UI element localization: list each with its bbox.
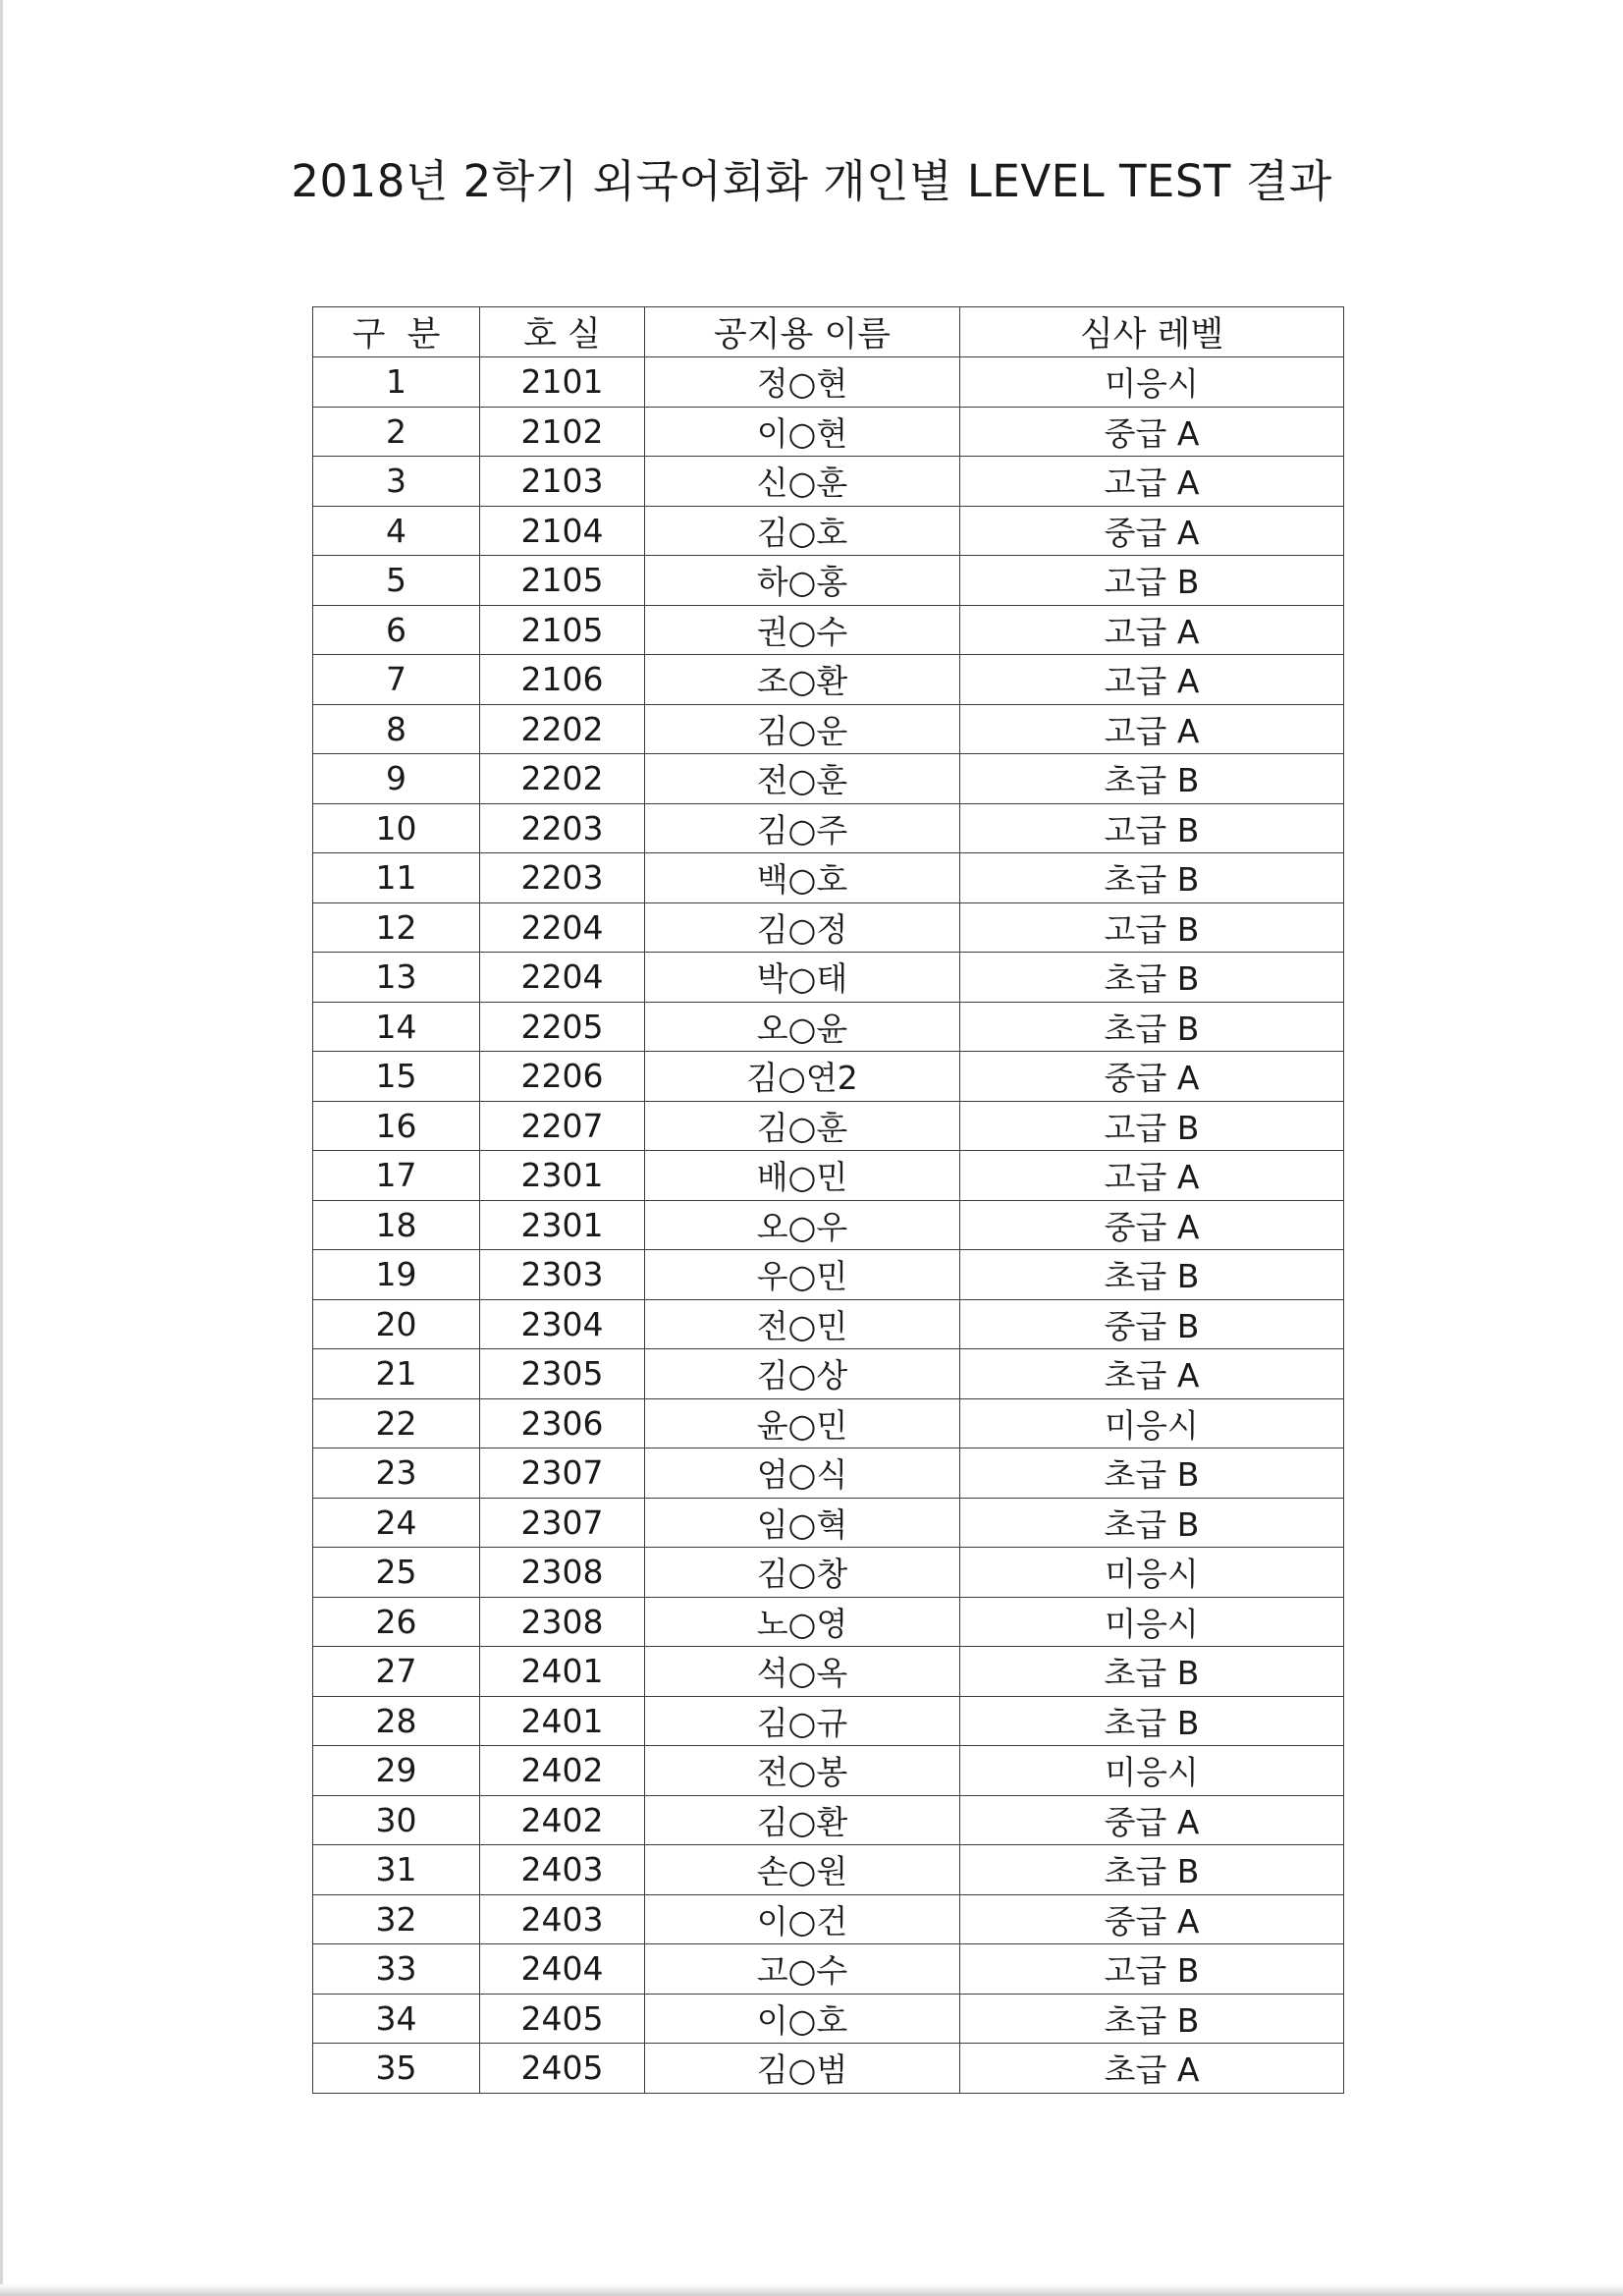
cell-no: 3 (313, 457, 480, 507)
cell-room: 2106 (480, 655, 645, 705)
cell-name: 김○창 (645, 1548, 960, 1598)
table-row (313, 754, 1344, 804)
cell-name: 전○훈 (645, 754, 960, 804)
cell-name: 김○정 (645, 902, 960, 953)
table-row (313, 1200, 1344, 1250)
table-row (313, 457, 1344, 507)
cell-name: 이○건 (645, 1894, 960, 1944)
cell-name: 김○연2 (645, 1052, 960, 1102)
cell-room: 2104 (480, 506, 645, 556)
cell-no: 17 (313, 1151, 480, 1201)
table-row (313, 1696, 1344, 1746)
cell-name: 권○수 (645, 605, 960, 655)
cell-room: 2207 (480, 1101, 645, 1151)
table-row (313, 1002, 1344, 1052)
cell-room: 2308 (480, 1597, 645, 1647)
cell-no: 16 (313, 1101, 480, 1151)
cell-no: 25 (313, 1548, 480, 1598)
cell-no: 18 (313, 1200, 480, 1250)
cell-room: 2308 (480, 1548, 645, 1598)
table-row (313, 853, 1344, 903)
cell-level: 중급 A (960, 407, 1344, 457)
cell-room: 2405 (480, 1994, 645, 2044)
cell-level: 중급 A (960, 1795, 1344, 1845)
cell-name: 석○옥 (645, 1647, 960, 1697)
cell-room: 2301 (480, 1200, 645, 1250)
cell-level: 고급 B (960, 1944, 1344, 1995)
cell-no: 28 (313, 1696, 480, 1746)
cell-level: 고급 B (960, 902, 1344, 953)
cell-level: 초급 B (960, 754, 1344, 804)
cell-room: 2202 (480, 704, 645, 754)
document-title: 2018년 2학기 외국어회화 개인별 LEVEL TEST 결과 (291, 155, 1332, 207)
cell-level: 고급 A (960, 457, 1344, 507)
cell-name: 오○우 (645, 1200, 960, 1250)
cell-no: 27 (313, 1647, 480, 1697)
table-row (313, 1052, 1344, 1102)
cell-room: 2401 (480, 1647, 645, 1697)
cell-no: 12 (313, 902, 480, 953)
table-row (313, 902, 1344, 953)
cell-level: 초급 B (960, 1002, 1344, 1052)
cell-no: 5 (313, 556, 480, 606)
cell-level: 중급 A (960, 1894, 1344, 1944)
cell-room: 2101 (480, 357, 645, 408)
cell-no: 8 (313, 704, 480, 754)
cell-room: 2307 (480, 1498, 645, 1548)
cell-room: 2205 (480, 1002, 645, 1052)
cell-level: 미응시 (960, 1548, 1344, 1598)
cell-room: 2402 (480, 1746, 645, 1796)
cell-no: 35 (313, 2044, 480, 2094)
cell-no: 2 (313, 407, 480, 457)
table-row (313, 1151, 1344, 1201)
cell-level: 초급 B (960, 953, 1344, 1003)
cell-level: 미응시 (960, 357, 1344, 408)
cell-level: 초급 B (960, 1250, 1344, 1300)
table-row (313, 2044, 1344, 2094)
header-name: 공지용 이름 (645, 307, 960, 357)
cell-room: 2405 (480, 2044, 645, 2094)
table-row (313, 1746, 1344, 1796)
table-row (313, 506, 1344, 556)
cell-name: 김○환 (645, 1795, 960, 1845)
cell-room: 2105 (480, 605, 645, 655)
cell-room: 2307 (480, 1449, 645, 1499)
cell-level: 초급 A (960, 2044, 1344, 2094)
cell-level: 초급 B (960, 1845, 1344, 1895)
cell-no: 9 (313, 754, 480, 804)
cell-level: 고급 B (960, 803, 1344, 853)
cell-name: 오○윤 (645, 1002, 960, 1052)
cell-level: 중급 A (960, 1200, 1344, 1250)
cell-no: 13 (313, 953, 480, 1003)
cell-level: 고급 A (960, 1151, 1344, 1201)
table-row (313, 1647, 1344, 1697)
table-row (313, 1548, 1344, 1598)
cell-level: 고급 A (960, 655, 1344, 705)
cell-level: 고급 B (960, 556, 1344, 606)
cell-level: 중급 A (960, 1052, 1344, 1102)
cell-room: 2305 (480, 1349, 645, 1399)
cell-level: 미응시 (960, 1597, 1344, 1647)
cell-name: 윤○민 (645, 1398, 960, 1449)
cell-level: 중급 A (960, 506, 1344, 556)
cell-level: 중급 B (960, 1299, 1344, 1349)
table-row (313, 1250, 1344, 1300)
cell-no: 30 (313, 1795, 480, 1845)
cell-name: 김○상 (645, 1349, 960, 1399)
header-room: 호 실 (480, 307, 645, 357)
cell-name: 김○주 (645, 803, 960, 853)
cell-room: 2202 (480, 754, 645, 804)
cell-no: 29 (313, 1746, 480, 1796)
cell-no: 1 (313, 357, 480, 408)
cell-name: 신○훈 (645, 457, 960, 507)
cell-level: 초급 B (960, 1449, 1344, 1499)
table-row (313, 1498, 1344, 1548)
cell-room: 2102 (480, 407, 645, 457)
table-row (313, 1101, 1344, 1151)
table-row (313, 357, 1344, 408)
cell-name: 박○태 (645, 953, 960, 1003)
cell-no: 34 (313, 1994, 480, 2044)
cell-room: 2304 (480, 1299, 645, 1349)
cell-name: 전○민 (645, 1299, 960, 1349)
cell-name: 하○홍 (645, 556, 960, 606)
table-row (313, 556, 1344, 606)
cell-room: 2204 (480, 902, 645, 953)
table-body (313, 357, 1344, 2094)
cell-no: 31 (313, 1845, 480, 1895)
cell-name: 엄○식 (645, 1449, 960, 1499)
table-row (313, 407, 1344, 457)
cell-room: 2203 (480, 853, 645, 903)
page-bottom-shadow (0, 2284, 1623, 2296)
cell-name: 이○호 (645, 1994, 960, 2044)
cell-room: 2206 (480, 1052, 645, 1102)
cell-no: 7 (313, 655, 480, 705)
cell-no: 23 (313, 1449, 480, 1499)
table-row (313, 1894, 1344, 1944)
cell-room: 2401 (480, 1696, 645, 1746)
cell-level: 고급 A (960, 704, 1344, 754)
cell-no: 21 (313, 1349, 480, 1399)
table-row (313, 1845, 1344, 1895)
cell-room: 2303 (480, 1250, 645, 1300)
cell-level: 초급 B (960, 853, 1344, 903)
cell-no: 33 (313, 1944, 480, 1995)
cell-room: 2105 (480, 556, 645, 606)
cell-room: 2103 (480, 457, 645, 507)
cell-no: 26 (313, 1597, 480, 1647)
cell-name: 노○영 (645, 1597, 960, 1647)
cell-no: 6 (313, 605, 480, 655)
cell-name: 손○원 (645, 1845, 960, 1895)
table-row (313, 1597, 1344, 1647)
cell-no: 11 (313, 853, 480, 903)
cell-no: 10 (313, 803, 480, 853)
table-row (313, 605, 1344, 655)
table-row (313, 1994, 1344, 2044)
cell-name: 배○민 (645, 1151, 960, 1201)
table-row (313, 1944, 1344, 1995)
cell-name: 김○규 (645, 1696, 960, 1746)
cell-level: 미응시 (960, 1398, 1344, 1449)
cell-name: 전○봉 (645, 1746, 960, 1796)
cell-name: 김○범 (645, 2044, 960, 2094)
header-no: 구 분 (313, 307, 480, 357)
cell-level: 초급 B (960, 1498, 1344, 1548)
cell-no: 22 (313, 1398, 480, 1449)
cell-room: 2301 (480, 1151, 645, 1201)
cell-name: 김○훈 (645, 1101, 960, 1151)
cell-name: 우○민 (645, 1250, 960, 1300)
cell-name: 김○운 (645, 704, 960, 754)
cell-room: 2306 (480, 1398, 645, 1449)
page-edge (0, 0, 3, 2296)
cell-room: 2204 (480, 953, 645, 1003)
cell-level: 초급 B (960, 1994, 1344, 2044)
table-row (313, 1299, 1344, 1349)
cell-room: 2403 (480, 1845, 645, 1895)
cell-name: 정○현 (645, 357, 960, 408)
cell-name: 고○수 (645, 1944, 960, 1995)
cell-no: 14 (313, 1002, 480, 1052)
cell-no: 15 (313, 1052, 480, 1102)
table-row (313, 704, 1344, 754)
cell-name: 조○환 (645, 655, 960, 705)
cell-no: 20 (313, 1299, 480, 1349)
cell-name: 임○혁 (645, 1498, 960, 1548)
header-level: 심사 레벨 (960, 307, 1344, 357)
cell-level: 초급 B (960, 1647, 1344, 1697)
cell-level: 미응시 (960, 1746, 1344, 1796)
cell-room: 2402 (480, 1795, 645, 1845)
cell-level: 고급 A (960, 605, 1344, 655)
level-test-result-table (312, 306, 1344, 2094)
cell-name: 김○호 (645, 506, 960, 556)
cell-no: 32 (313, 1894, 480, 1944)
table-row (313, 803, 1344, 853)
table-row (313, 953, 1344, 1003)
cell-level: 고급 B (960, 1101, 1344, 1151)
cell-level: 초급 A (960, 1349, 1344, 1399)
table-row (313, 1795, 1344, 1845)
cell-room: 2203 (480, 803, 645, 853)
cell-name: 백○호 (645, 853, 960, 903)
cell-room: 2403 (480, 1894, 645, 1944)
table-header-row (313, 307, 1344, 357)
table-row (313, 1398, 1344, 1449)
cell-name: 이○현 (645, 407, 960, 457)
table-row (313, 1349, 1344, 1399)
cell-room: 2404 (480, 1944, 645, 1995)
table-row (313, 655, 1344, 705)
cell-level: 초급 B (960, 1696, 1344, 1746)
cell-no: 19 (313, 1250, 480, 1300)
cell-no: 24 (313, 1498, 480, 1548)
table-row (313, 1449, 1344, 1499)
cell-no: 4 (313, 506, 480, 556)
